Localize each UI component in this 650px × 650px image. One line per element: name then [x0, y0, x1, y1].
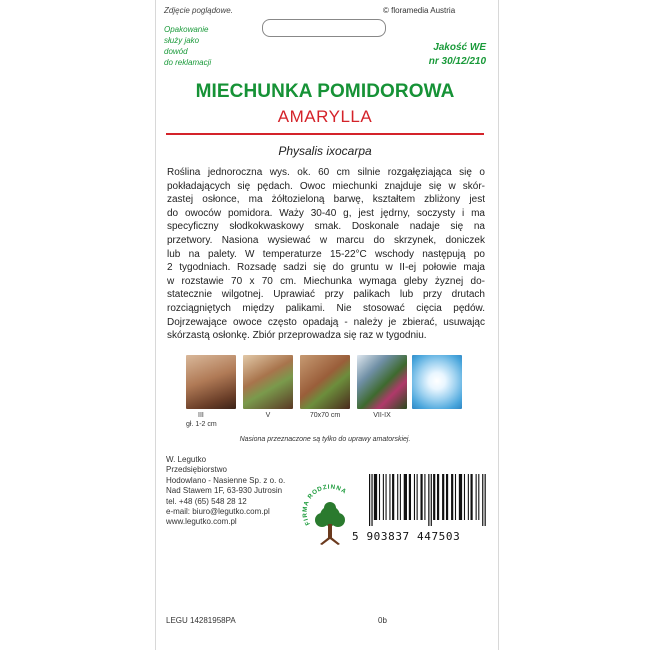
barcode-bar	[389, 474, 390, 520]
latin-name: Physalis ixocarpa	[278, 144, 372, 158]
barcode-bar	[485, 474, 486, 526]
barcode-bar	[414, 474, 415, 520]
description-line: do owoców pomidora. Waży 30-40 g, jest jędrny, soczysty i ma	[167, 207, 485, 219]
barcode-bar	[369, 474, 370, 526]
complaint-line: służy jako	[164, 36, 200, 45]
barcode-bar	[409, 474, 411, 520]
description-line: w rozstawie 70 x 70 cm. Miechunka wymaga gleby żyznej do-	[167, 275, 485, 287]
description-line: przetwory. Nasiona wysiewać w marcu do skrzynek, doniczek	[167, 234, 485, 246]
barcode-bar	[470, 474, 472, 520]
barcode-bar	[420, 474, 422, 520]
product-title: MIECHUNKA POMIDOROWA	[195, 81, 455, 102]
company-line: Przedsiębiorstwo	[166, 465, 227, 475]
barcode-bar	[379, 474, 380, 520]
quality-badge	[398, 41, 486, 69]
barcode-bar	[371, 474, 372, 526]
barcode-bar	[424, 474, 425, 520]
caption-month: III	[198, 412, 204, 419]
description-line: skórzastą osłonkę. Zbiór przeprowadza się raz w tygodniu.	[167, 330, 427, 342]
barcode	[369, 474, 487, 526]
description-line: pokładających się pędach. Owoc miechunki znajduje się w skór-	[167, 180, 485, 192]
title-divider	[166, 133, 484, 135]
caption-depth: gł. 1-2 cm	[186, 421, 217, 428]
barcode-bar	[417, 474, 418, 520]
description-line: zastej osłonce, ma żółtozieloną barwę, kształtem zbliżony jest	[167, 194, 485, 206]
family-firm-tree-logo	[300, 480, 360, 552]
barcode-bar	[374, 474, 377, 520]
barcode-bar	[437, 474, 439, 520]
barcode-bar	[397, 474, 398, 520]
company-line: Hodowlano - Nasienne Sp. z o. o.	[166, 475, 286, 485]
complaint-line: Opakowanie	[164, 25, 209, 34]
packet-code: 0b	[378, 616, 387, 625]
company-line: www.legutko.com.pl	[166, 517, 237, 527]
barcode-bar	[476, 474, 477, 520]
barcode-bar	[433, 474, 435, 520]
description-line: rozciągniętych między palikami. Nie stosować cięcia pędów.	[167, 302, 485, 314]
complaint-line: dowód	[164, 47, 188, 56]
step-caption-sowing	[186, 411, 246, 429]
amateur-use-note: Nasiona przeznaczone są tylko do uprawy amatorskiej.	[239, 436, 411, 443]
barcode-bar	[478, 474, 479, 520]
copyright-floramedia: © floramedia Austria	[383, 6, 456, 15]
step-caption-spacing: 70x70 cm	[309, 412, 341, 419]
barcode-bar	[459, 474, 462, 520]
barcode-bar	[451, 474, 453, 520]
company-line: tel. +48 (65) 548 28 12	[166, 496, 247, 506]
company-line: e-mail: biuro@legutko.com.pl	[166, 507, 270, 517]
company-line: Nad Stawem 1F, 63-930 Jutrosin	[166, 486, 283, 496]
description-line: Roślina jednoroczna wys. ok. 60 cm silnie rozgałęziająca się o	[167, 167, 485, 178]
step-caption-harvest: VII-IX	[373, 412, 391, 419]
barcode-bar	[442, 474, 444, 520]
description-line: Dojrzewające owoce często opadają - należy je zbierać, usuwając	[167, 316, 485, 328]
illustrative-photo-note: Zdjęcie poglądowe.	[164, 6, 233, 15]
barcode-bar	[428, 474, 429, 526]
barcode-bar	[468, 474, 469, 520]
harvest-photo	[357, 355, 407, 409]
lot-number: LEGU 14281958PA	[166, 616, 236, 625]
barcode-bar	[455, 474, 456, 520]
barcode-bar	[386, 474, 387, 520]
barcode-bar	[392, 474, 394, 520]
variety-name: AMARYLLA	[277, 107, 373, 126]
planting-photo	[300, 355, 350, 409]
step-caption-seedling: V	[265, 412, 271, 419]
product-description	[167, 166, 485, 343]
quality-line: nr 30/12/210	[428, 56, 486, 67]
description-line: statecznie wilgotnej. Uprawiać przy palikach lub przy drutach	[167, 289, 485, 301]
logo-arc-text: FIRMA RODZINNA	[301, 483, 348, 527]
description-line: specyficzny słodkokwaskowy smak. Doskonale nadaje się na	[167, 221, 485, 233]
quality-line: Jakość WE	[433, 42, 486, 53]
company-line: W. Legutko	[166, 455, 207, 464]
seedling-photo	[243, 355, 293, 409]
sun-exposure-photo	[412, 355, 462, 409]
description-line: 2 tygodniach. Rozsadę sadzi się do gruntu w II-ej połowie maja	[167, 262, 485, 274]
barcode-bar	[383, 474, 384, 520]
barcode-bar	[431, 474, 432, 526]
barcode-number: 5 903837 447503	[352, 530, 461, 543]
sowing-photo	[186, 355, 236, 409]
barcode-bar	[464, 474, 465, 520]
barcode-bar	[482, 474, 483, 526]
barcode-bar	[400, 474, 401, 520]
barcode-bar	[446, 474, 448, 520]
barcode-bar	[404, 474, 407, 520]
complaint-line: do reklamacji	[164, 58, 212, 67]
description-line: lub na palety. W temperaturze 15-22°C wschody następują po	[167, 248, 485, 260]
hanger-slot	[262, 19, 386, 37]
complaint-note	[164, 24, 234, 68]
